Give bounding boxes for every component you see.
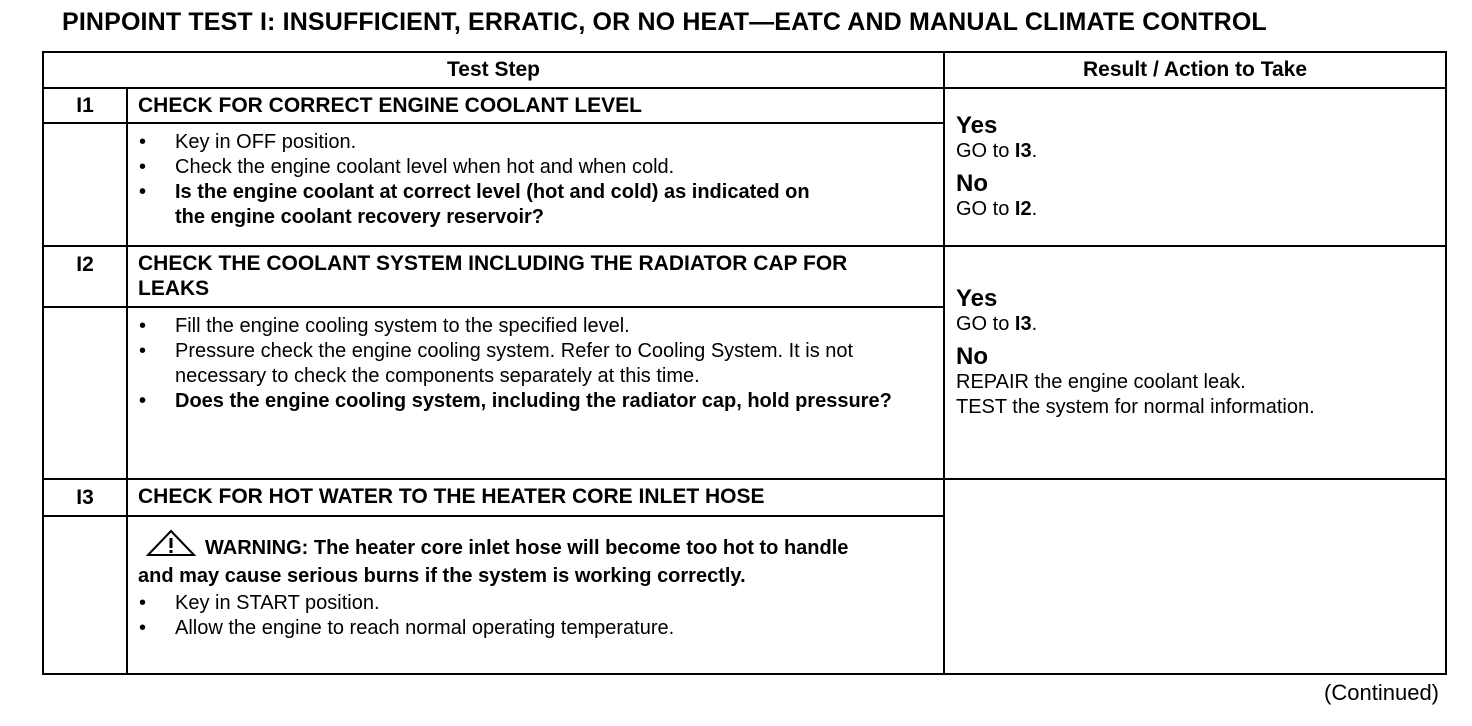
yes-label: Yes	[956, 285, 998, 312]
column-header-result: Result / Action to Take	[944, 52, 1446, 88]
step-result	[944, 246, 1446, 479]
no-action: GO to I2.	[956, 198, 1038, 220]
step-bullet: • Pressure check the engine cooling system. Refer to Cooling System. It is not necessary to check the components separately at this time.	[138, 339, 943, 389]
yes-action: GO to I3.	[956, 140, 1038, 162]
step-heading-row	[43, 479, 1446, 516]
warning-block	[138, 529, 943, 589]
pinpoint-test-table	[42, 51, 1447, 675]
yes-action: GO to I3.	[956, 313, 1038, 335]
step-bullet: • Key in START position.	[138, 591, 943, 616]
step-id: I1	[43, 88, 127, 123]
step-result	[944, 479, 1446, 674]
page-title: PINPOINT TEST I: INSUFFICIENT, ERRATIC, OR NO HEAT—EATC AND MANUAL CLIMATE CONTROL	[62, 8, 1267, 36]
step-bullet: • Allow the engine to reach normal operating temperature.	[138, 616, 943, 641]
warning-text: WARNING: The heater core inlet hose will become too hot to handle and may cause serious burns if the system is working correctly.	[138, 537, 849, 587]
yes-target: I3	[1014, 313, 1032, 335]
step-heading: CHECK FOR HOT WATER TO THE HEATER CORE INLET HOSE	[127, 479, 944, 516]
column-header-test-step: Test Step	[43, 52, 944, 88]
no-label: No	[956, 170, 988, 197]
step-question: • Does the engine cooling system, including the radiator cap, hold pressure?	[138, 389, 943, 414]
step-id: I2	[43, 246, 127, 307]
step-bullet: • Fill the engine cooling system to the specified level.	[138, 314, 943, 339]
no-action-line: TEST the system for normal information.	[956, 396, 1315, 418]
no-label: No	[956, 343, 988, 370]
step-question: • Is the engine coolant at correct level (hot and cold) as indicated on the engine coolant recovery reservoir?	[138, 180, 943, 230]
warning-triangle-icon	[146, 529, 196, 564]
step-bullet: • Key in OFF position.	[138, 130, 943, 155]
step-id: I3	[43, 479, 127, 516]
yes-label: Yes	[956, 112, 998, 139]
step-body	[127, 307, 944, 479]
step-heading: CHECK THE COOLANT SYSTEM INCLUDING THE RADIATOR CAP FOR LEAKS	[127, 246, 944, 307]
step-heading-row	[43, 88, 1446, 123]
continued-label: (Continued)	[1324, 680, 1439, 705]
step-heading: CHECK FOR CORRECT ENGINE COOLANT LEVEL	[127, 88, 944, 123]
table-header-row	[43, 52, 1446, 88]
step-heading-row	[43, 246, 1446, 307]
step-result	[944, 88, 1446, 246]
step-bullet: • Check the engine coolant level when hot and when cold.	[138, 155, 943, 180]
step-body	[127, 516, 944, 674]
no-action-line: REPAIR the engine coolant leak.	[956, 371, 1246, 393]
yes-target: I3	[1014, 140, 1032, 162]
step-body	[127, 123, 944, 246]
no-target: I2	[1014, 198, 1032, 220]
